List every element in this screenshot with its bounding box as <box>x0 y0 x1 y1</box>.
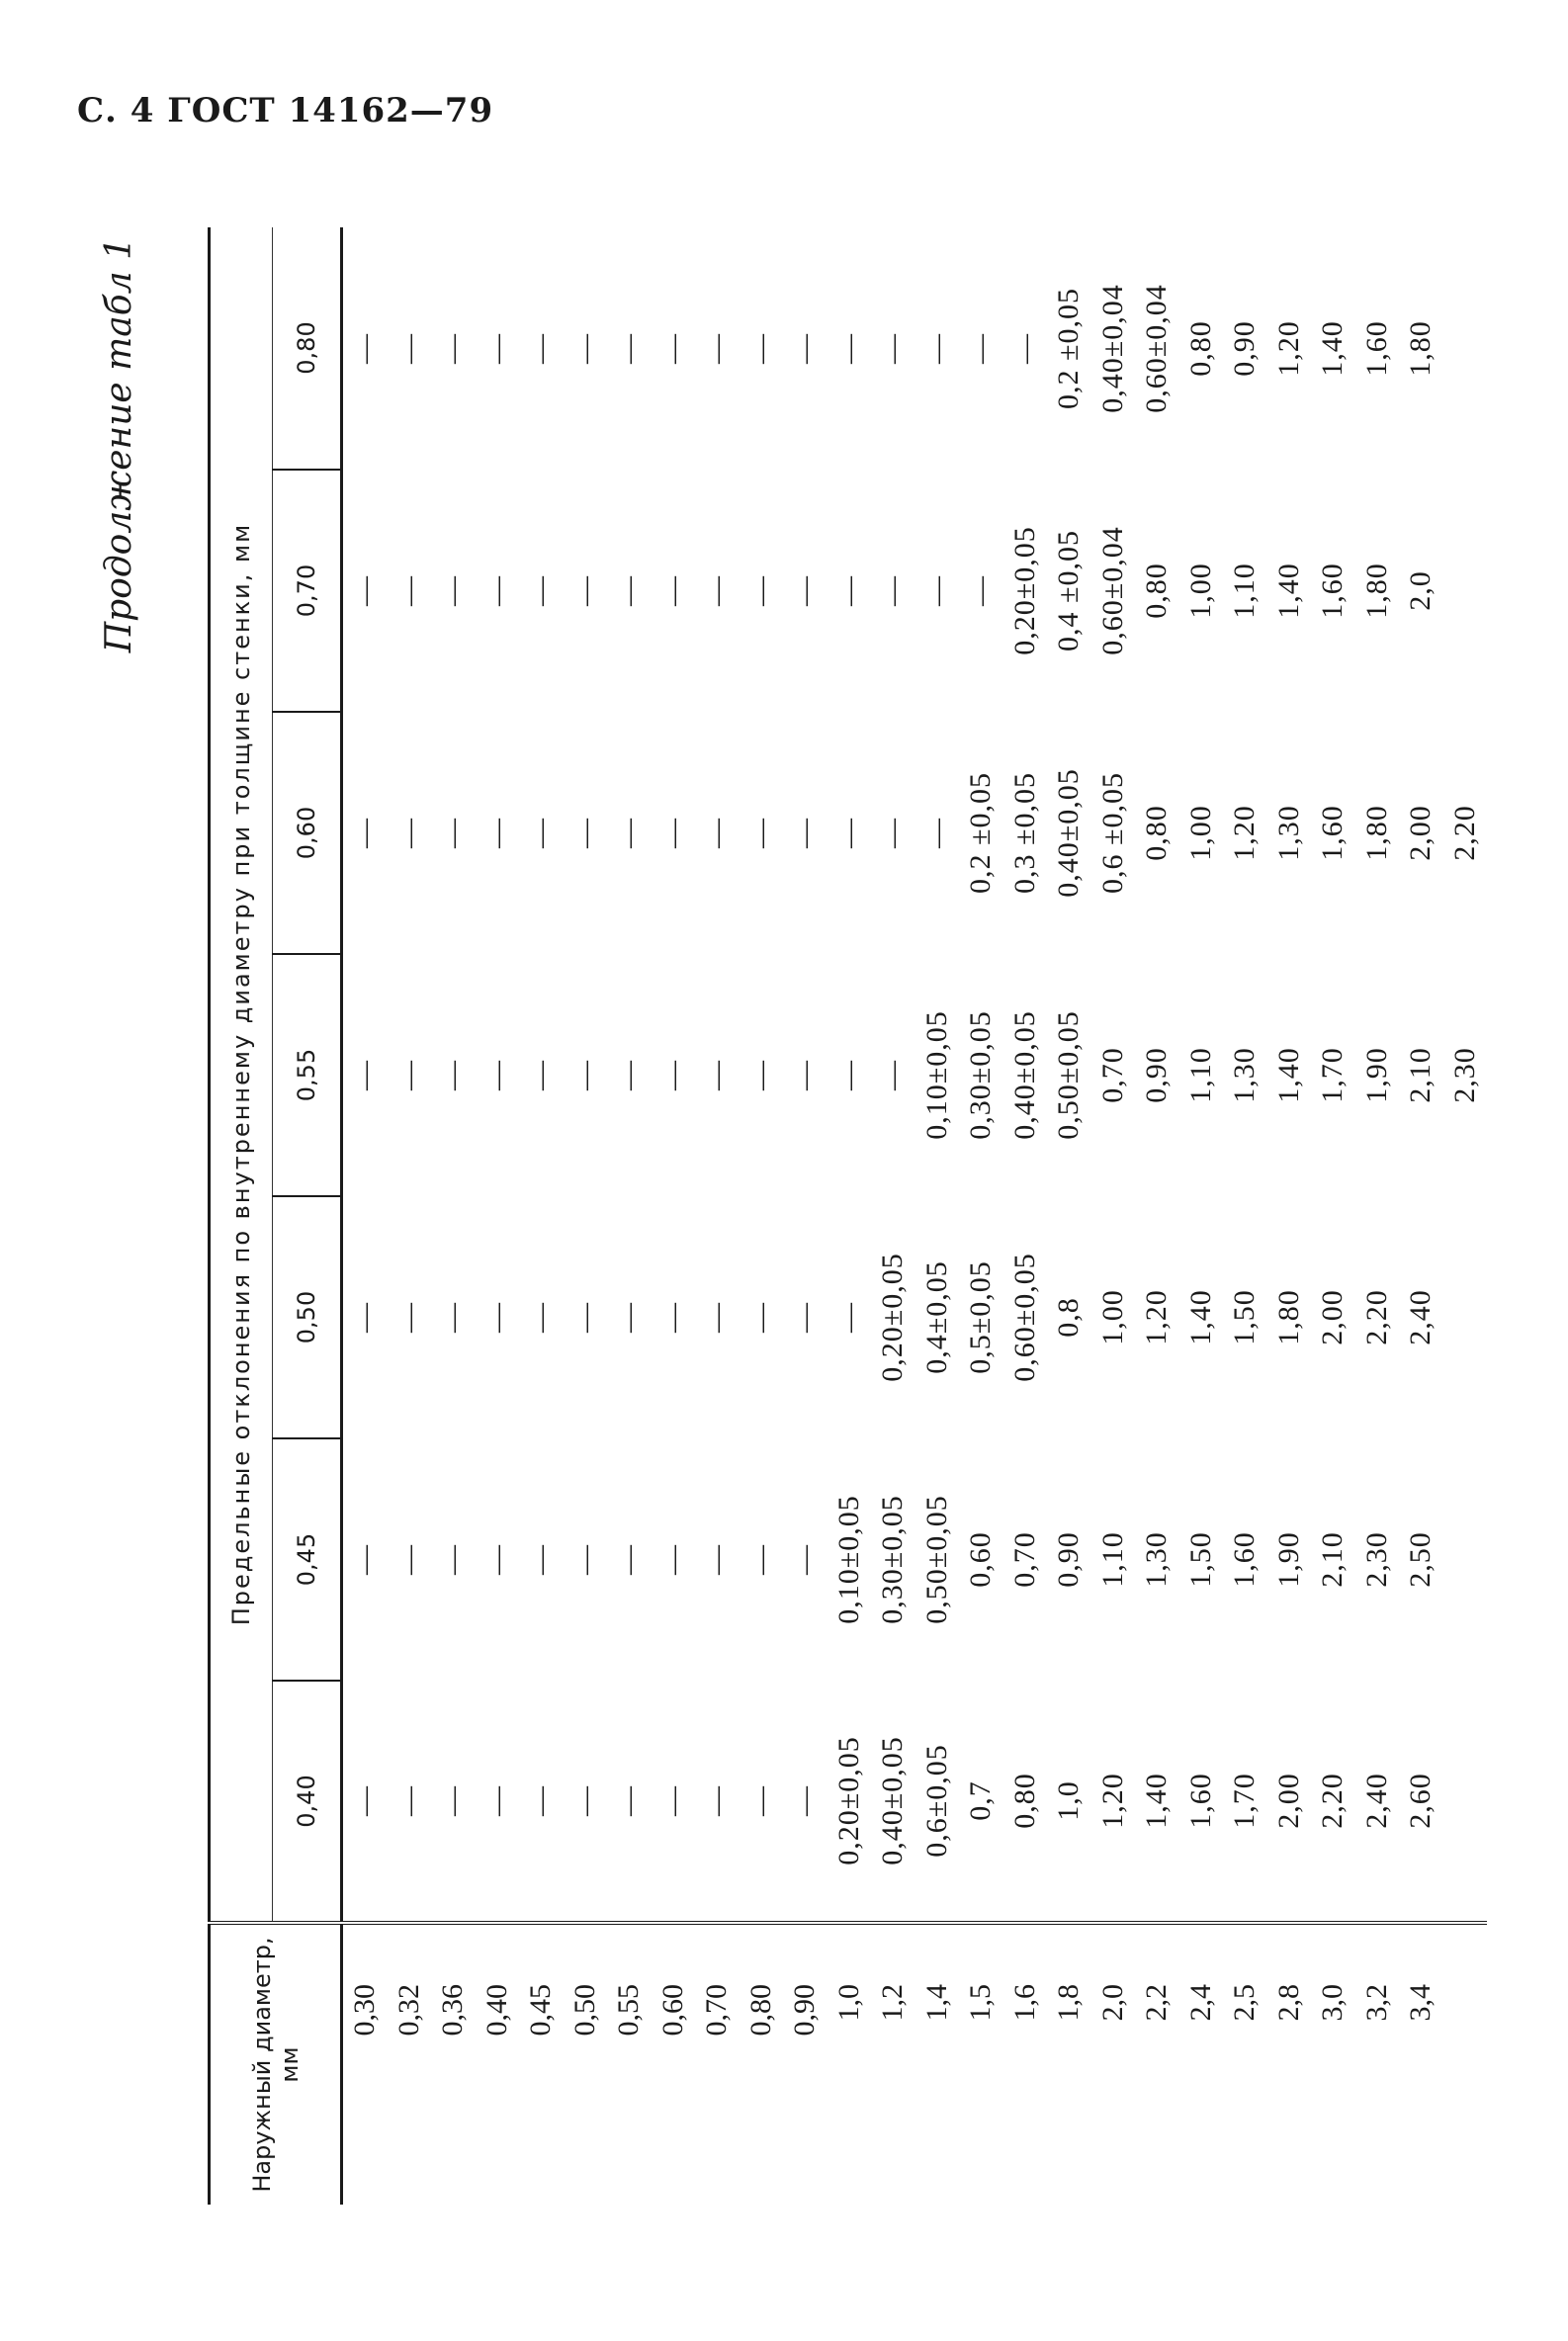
tolerance-value: — <box>700 1785 733 1816</box>
tolerance-value: 0,30±0,05 <box>964 1010 997 1140</box>
tolerance-value: 1,30 <box>1140 1531 1173 1588</box>
tolerance-value: 2,50 <box>1404 1531 1437 1588</box>
tolerance-value: — <box>612 1060 645 1090</box>
tolerance-value: 1,90 <box>1359 1047 1393 1103</box>
tolerance-value: — <box>348 1060 381 1090</box>
tolerance-value: — <box>479 1302 513 1333</box>
outer-diameter-value: 0,36 <box>436 1984 469 2037</box>
tolerance-value: 2,40 <box>1404 1289 1437 1345</box>
tolerance-value: — <box>524 1060 557 1090</box>
tolerance-value: 1,30 <box>1228 1047 1261 1103</box>
tolerance-value: 0,60±0,04 <box>1095 526 1129 655</box>
outer-diameter-value: 0,30 <box>348 1984 381 2037</box>
tolerance-value: 0,6±0,05 <box>919 1744 953 1858</box>
tolerance-value: — <box>831 575 865 606</box>
tolerance-value: — <box>1007 333 1041 364</box>
tolerance-value: — <box>567 1785 601 1816</box>
tolerance-value: 0,40±0,05 <box>1052 768 1085 898</box>
tolerance-value: — <box>479 333 513 364</box>
tolerance-value: — <box>392 333 425 364</box>
tolerance-value: — <box>919 333 953 364</box>
tolerance-value: 0,10±0,05 <box>919 1010 953 1140</box>
tolerance-value: 2,00 <box>1271 1773 1305 1829</box>
tolerance-value: 2,00 <box>1404 805 1437 861</box>
tolerance-value: — <box>700 1060 733 1090</box>
tolerance-value: 2,40 <box>1359 1773 1393 1829</box>
tolerance-value: 1,90 <box>1271 1531 1305 1588</box>
tolerance-value: 1,00 <box>1095 1289 1129 1345</box>
tolerance-value: 2,10 <box>1316 1531 1349 1588</box>
tolerance-value: — <box>655 1302 689 1333</box>
tolerance-table <box>208 227 1487 2205</box>
outer-diameter-value: 2,2 <box>1140 1984 1173 2022</box>
tolerance-value: — <box>567 818 601 848</box>
table-caption: Продолжение табл 1 <box>99 237 139 653</box>
tolerance-value: 2,20 <box>1447 805 1481 861</box>
tolerance-value: 0,40±0,04 <box>1095 284 1129 413</box>
tolerance-value: — <box>700 575 733 606</box>
tolerance-value: 1,0 <box>1052 1780 1085 1821</box>
tolerance-value: — <box>348 1544 381 1575</box>
tolerance-value: — <box>876 575 909 606</box>
rotated-table-block <box>99 227 1481 2205</box>
tolerance-value: 0,20±0,05 <box>831 1736 865 1865</box>
tolerance-value: 1,00 <box>1183 563 1217 619</box>
tolerance-value: 1,40 <box>1183 1289 1217 1345</box>
outer-diameter-value: 0,50 <box>567 1984 601 2037</box>
outer-diameter-value: 1,8 <box>1052 1984 1085 2022</box>
tolerance-value: 0,80 <box>1140 805 1173 861</box>
tolerance-value: — <box>743 1302 777 1333</box>
tolerance-value: 1,50 <box>1228 1289 1261 1345</box>
tolerance-value: — <box>524 333 557 364</box>
tolerance-value: — <box>964 333 997 364</box>
tolerance-value: 1,70 <box>1228 1773 1261 1829</box>
outer-diameter-column <box>342 1923 1488 2205</box>
tolerance-value: — <box>655 333 689 364</box>
tolerance-value: 2,0 <box>1404 570 1437 611</box>
tolerance-value: — <box>831 1060 865 1090</box>
tolerance-value: — <box>612 1302 645 1333</box>
tolerance-value: — <box>479 1785 513 1816</box>
tolerance-value: 0,90 <box>1228 320 1261 377</box>
tolerance-value: 1,20 <box>1095 1773 1129 1829</box>
tolerance-value: — <box>436 575 469 606</box>
tolerance-value: — <box>655 818 689 848</box>
tolerance-value: 0,20±0,05 <box>876 1253 909 1382</box>
outer-diameter-value: 2,4 <box>1183 1984 1217 2022</box>
tolerance-value: 1,80 <box>1359 563 1393 619</box>
tolerance-value: — <box>919 818 953 848</box>
tolerance-value: — <box>743 818 777 848</box>
tolerance-value: 1,60 <box>1228 1531 1261 1588</box>
tolerance-value: — <box>479 575 513 606</box>
tolerance-value: 0,60±0,05 <box>1007 1253 1041 1382</box>
tolerance-value: 1,40 <box>1271 563 1305 619</box>
column-header: 0,80 <box>273 227 342 470</box>
tolerance-value: 0,10±0,05 <box>831 1495 865 1624</box>
tolerance-value: 1,10 <box>1095 1531 1129 1588</box>
tolerance-value: — <box>567 1302 601 1333</box>
tolerance-value: — <box>964 575 997 606</box>
tolerance-value: — <box>788 1544 821 1575</box>
column-header: 0,45 <box>273 1438 342 1681</box>
column-header: 0,50 <box>273 1196 342 1438</box>
tolerance-column <box>342 712 1488 954</box>
tolerance-value: 0,50±0,05 <box>919 1495 953 1624</box>
tolerance-value: — <box>392 1060 425 1090</box>
tolerance-value: — <box>524 575 557 606</box>
tolerance-value: — <box>612 333 645 364</box>
tolerance-value: 0,50±0,05 <box>1052 1010 1085 1140</box>
tolerance-value: — <box>567 1544 601 1575</box>
tolerance-value: 2,20 <box>1316 1773 1349 1829</box>
tolerance-value: — <box>743 1785 777 1816</box>
tolerance-value: 0,3 ±0,05 <box>1007 772 1041 894</box>
tolerance-column <box>342 1438 1488 1681</box>
outer-diameter-value: 0,40 <box>479 1984 513 2037</box>
outer-diameter-value: 0,55 <box>612 1984 645 2037</box>
tolerance-value: — <box>876 333 909 364</box>
outer-diameter-value: 0,80 <box>743 1984 777 2037</box>
tolerance-value: — <box>743 1060 777 1090</box>
tolerance-value: 0,4±0,05 <box>919 1260 953 1374</box>
tolerance-value: — <box>655 1060 689 1090</box>
tolerance-value: — <box>743 575 777 606</box>
outer-diameter-value: 1,0 <box>831 1984 865 2022</box>
tolerance-value: 1,70 <box>1316 1047 1349 1103</box>
tolerance-value: — <box>655 1544 689 1575</box>
tolerance-value: 0,4 ±0,05 <box>1052 530 1085 651</box>
tolerance-column <box>342 227 1488 470</box>
tolerance-value: — <box>524 1302 557 1333</box>
tolerance-value: — <box>788 818 821 848</box>
tolerance-value: 0,70 <box>1095 1047 1129 1103</box>
tolerance-value: 1,60 <box>1316 805 1349 861</box>
tolerance-value: 0,7 <box>964 1780 997 1821</box>
tolerance-value: 1,10 <box>1183 1047 1217 1103</box>
tolerance-value: — <box>392 575 425 606</box>
outer-diameter-value: 1,2 <box>876 1984 909 2022</box>
tolerance-value: 0,20±0,05 <box>1007 526 1041 655</box>
tolerance-value: 0,2 ±0,05 <box>964 772 997 894</box>
tolerance-value: 2,20 <box>1359 1289 1393 1345</box>
tolerance-value: — <box>612 575 645 606</box>
tolerance-value: 1,20 <box>1140 1289 1173 1345</box>
tolerance-value: 2,30 <box>1447 1047 1481 1103</box>
tolerance-value: — <box>700 333 733 364</box>
tolerance-value: — <box>743 1544 777 1575</box>
outer-diameter-value: 0,32 <box>392 1984 425 2037</box>
tolerance-value: 1,50 <box>1183 1531 1217 1588</box>
tolerance-value: 0,90 <box>1052 1531 1085 1588</box>
tolerance-value: — <box>348 1302 381 1333</box>
tolerance-value: 1,00 <box>1183 805 1217 861</box>
outer-diameter-value: 2,8 <box>1271 1984 1305 2022</box>
tolerance-value: 1,60 <box>1359 320 1393 377</box>
tolerance-value: 0,8 <box>1052 1297 1085 1338</box>
tolerance-column <box>342 1196 1488 1438</box>
tolerance-value: — <box>831 1302 865 1333</box>
tolerance-value: — <box>524 1785 557 1816</box>
tolerance-value: 2,60 <box>1404 1773 1437 1829</box>
tolerance-value: — <box>612 818 645 848</box>
tolerance-value: 2,00 <box>1316 1289 1349 1345</box>
outer-diameter-value: 2,5 <box>1228 1984 1261 2022</box>
tolerance-value: 1,30 <box>1271 805 1305 861</box>
outer-diameter-value: 1,4 <box>919 1984 953 2022</box>
tolerance-value: — <box>479 1060 513 1090</box>
tolerance-value: — <box>700 1544 733 1575</box>
tolerance-value: — <box>612 1785 645 1816</box>
tolerance-value: — <box>831 818 865 848</box>
tolerance-value: — <box>392 818 425 848</box>
outer-diameter-value: 1,6 <box>1007 1984 1041 2022</box>
tolerance-value: — <box>436 1060 469 1090</box>
tolerance-value: 0,60±0,04 <box>1140 284 1173 413</box>
tolerance-value: — <box>919 575 953 606</box>
column-header: 0,70 <box>273 470 342 712</box>
tolerance-value: — <box>348 333 381 364</box>
column-header: 0,60 <box>273 712 342 954</box>
tolerance-value: — <box>700 1302 733 1333</box>
tolerance-value: — <box>436 1302 469 1333</box>
tolerance-value: 1,80 <box>1404 320 1437 377</box>
tolerance-value: — <box>392 1785 425 1816</box>
column-header: 0,55 <box>273 954 342 1196</box>
tolerance-value: — <box>788 575 821 606</box>
tolerance-value: — <box>524 1544 557 1575</box>
tolerance-value: — <box>479 1544 513 1575</box>
tolerance-value: — <box>392 1302 425 1333</box>
tolerance-value: — <box>567 575 601 606</box>
outer-diameter-value: 0,60 <box>655 1984 689 2037</box>
tolerance-value: 1,20 <box>1228 805 1261 861</box>
tolerance-value: 1,40 <box>1140 1773 1173 1829</box>
tolerance-value: 0,40±0,05 <box>1007 1010 1041 1140</box>
tolerance-value: 0,6 ±0,05 <box>1095 772 1129 894</box>
tolerance-value: — <box>567 333 601 364</box>
tolerance-value: — <box>479 818 513 848</box>
tolerance-value: — <box>788 333 821 364</box>
tolerance-value: 0,40±0,05 <box>876 1736 909 1865</box>
tolerance-value: — <box>788 1060 821 1090</box>
tolerance-value: — <box>348 1785 381 1816</box>
tolerance-value: 2,10 <box>1404 1047 1437 1103</box>
tolerance-value: 2,30 <box>1359 1531 1393 1588</box>
tolerance-column <box>342 954 1488 1196</box>
outer-diameter-value: 2,0 <box>1095 1984 1129 2022</box>
outer-diameter-value: 0,45 <box>524 1984 557 2037</box>
tolerance-value: — <box>348 575 381 606</box>
outer-diameter-value: 3,0 <box>1316 1984 1349 2022</box>
tolerance-value: — <box>392 1544 425 1575</box>
tolerance-value: — <box>436 1544 469 1575</box>
tolerance-value: 0,5±0,05 <box>964 1260 997 1374</box>
tolerance-value: 0,80 <box>1140 563 1173 619</box>
tolerance-value: — <box>436 818 469 848</box>
row-header-outer-diameter: Наружный диаметр, мм <box>210 1923 342 2205</box>
tolerance-value: 1,60 <box>1316 563 1349 619</box>
tolerance-value: — <box>524 818 557 848</box>
tolerance-value: 0,80 <box>1183 320 1217 377</box>
tolerance-value: — <box>831 333 865 364</box>
tolerance-value: 1,40 <box>1316 320 1349 377</box>
tolerance-column <box>342 470 1488 712</box>
outer-diameter-value: 1,5 <box>964 1984 997 2022</box>
tolerance-value: 0,90 <box>1140 1047 1173 1103</box>
tolerance-value: 1,40 <box>1271 1047 1305 1103</box>
tolerance-value: — <box>700 818 733 848</box>
tolerance-value: — <box>655 1785 689 1816</box>
tolerance-value: — <box>348 818 381 848</box>
tolerance-value: — <box>612 1544 645 1575</box>
tolerance-value: — <box>876 1060 909 1090</box>
tolerance-value: 0,80 <box>1007 1773 1041 1829</box>
tolerance-value: 1,60 <box>1183 1773 1217 1829</box>
tolerance-value: 1,80 <box>1359 805 1393 861</box>
tolerance-column <box>342 1681 1488 1923</box>
tolerance-value: 0,60 <box>964 1531 997 1588</box>
outer-diameter-value: 0,90 <box>788 1984 821 2037</box>
tolerance-value: — <box>436 333 469 364</box>
column-header: 0,40 <box>293 1775 320 1828</box>
tolerance-value: — <box>436 1785 469 1816</box>
tolerance-value: — <box>876 818 909 848</box>
tolerance-value: — <box>655 575 689 606</box>
tolerance-value: 1,80 <box>1271 1289 1305 1345</box>
outer-diameter-value: 3,4 <box>1404 1984 1437 2022</box>
tolerance-value: 0,2 ±0,05 <box>1052 288 1085 409</box>
page-header: С. 4 ГОСТ 14162—79 <box>77 91 494 130</box>
outer-diameter-value: 0,70 <box>700 1984 733 2037</box>
tolerance-value: — <box>788 1785 821 1816</box>
tolerance-value: 1,20 <box>1271 320 1305 377</box>
group-header: Предельные отклонения по внутреннему диаметру при толщине стенки, мм <box>210 227 273 1923</box>
outer-diameter-value: 3,2 <box>1359 1984 1393 2022</box>
tolerance-value: — <box>743 333 777 364</box>
tolerance-value: 0,70 <box>1007 1531 1041 1588</box>
tolerance-value: — <box>788 1302 821 1333</box>
tolerance-value: 1,10 <box>1228 563 1261 619</box>
tolerance-value: 0,30±0,05 <box>876 1495 909 1624</box>
tolerance-value: — <box>567 1060 601 1090</box>
